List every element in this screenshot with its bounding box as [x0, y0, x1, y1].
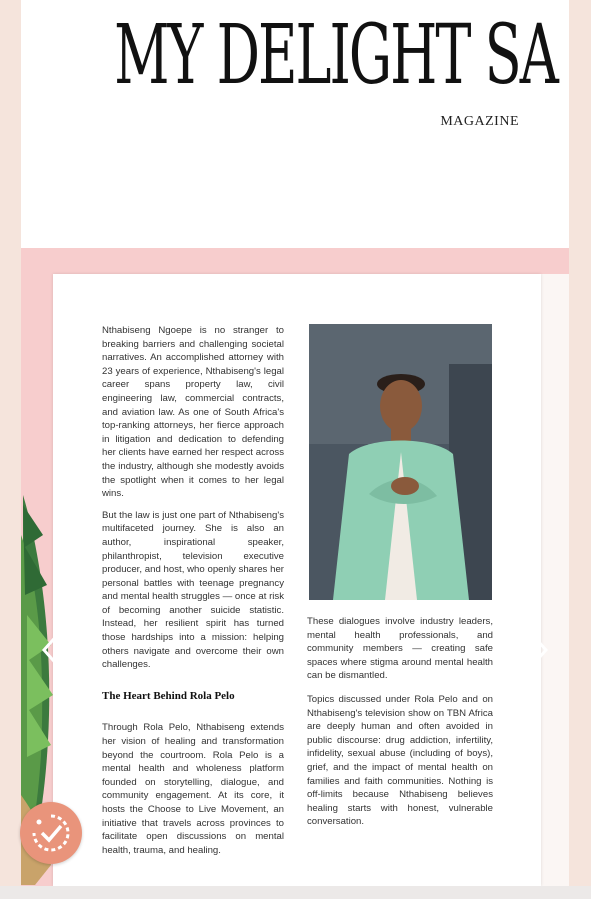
section-heading: The Heart Behind Rola Pelo — [102, 689, 235, 702]
masthead — [21, 0, 569, 248]
bottom-bar — [0, 886, 591, 899]
left-column — [102, 324, 284, 865]
chevron-left-icon[interactable] — [38, 628, 68, 672]
magazine-page — [53, 274, 541, 886]
topics-paragraph: Topics discussed under Rola Pelo and on Nthabiseng's television show on TBN Africa are deeply human and often avoided in public discourse: drug addiction, infertility, infidelity, sexual abuse (including of boys), grief, and the impact of mental health on families and faith communities. Nothing is off-limits because Nthabiseng believes healing starts with honest, vulnerable conversation. — [307, 693, 493, 828]
portrait-photo — [309, 324, 492, 600]
right-column — [307, 615, 493, 839]
accessibility-check-icon — [20, 802, 82, 864]
next-page-edge — [541, 274, 569, 886]
dialogues-paragraph: These dialogues involve industry leaders, mental health professionals, and community members — creating safe spaces where stigma around mental health can be dismantled. — [307, 616, 493, 682]
chevron-right-icon[interactable] — [522, 628, 552, 672]
journey-paragraph: But the law is just one part of Nthabiseng's multifaceted journey. She is also an author, inspirational speaker, philanthropist, television executive producer, and host, who openly shares her personal battles with teenage pregnancy and mental health struggles — once at risk of becoming another suicide statistic. Instead, her resilient spirit has turned those hardships into a mission: helping others navigate and overcome their own challenges. — [102, 509, 284, 671]
intro-paragraph: Nthabiseng Ngoepe is no stranger to breaking barriers and challenging societal narratives. An accomplished attorney with 23 years of experience, Nthabiseng's legal career spans property law, civil engineering law, commercial contracts, and aviation law. As one of South Africa's top-ranking attorneys, her fierce approach in litigation and dedication to defending her clients have earned her respect across the industry, although she modestly avoids the spotlight when it comes to her legal wins. — [102, 325, 284, 500]
magazine-title: MY DELIGHT SA — [114, 8, 557, 103]
rola-pelo-paragraph: Through Rola Pelo, Nthabiseng extends her vision of healing and transformation beyond the courtroom. Rola Pelo is a mental health and wholeness platform founded on storytelling, dialogue, and community engagement. At its core, it hosts the Choose to Live Movement, an initiative that travels across provinces to facilitate open discussions on mental health, trauma, and healing. — [102, 722, 284, 856]
magazine-subtitle: MAGAZINE — [440, 114, 519, 129]
accessibility-check-badge[interactable] — [20, 802, 82, 864]
